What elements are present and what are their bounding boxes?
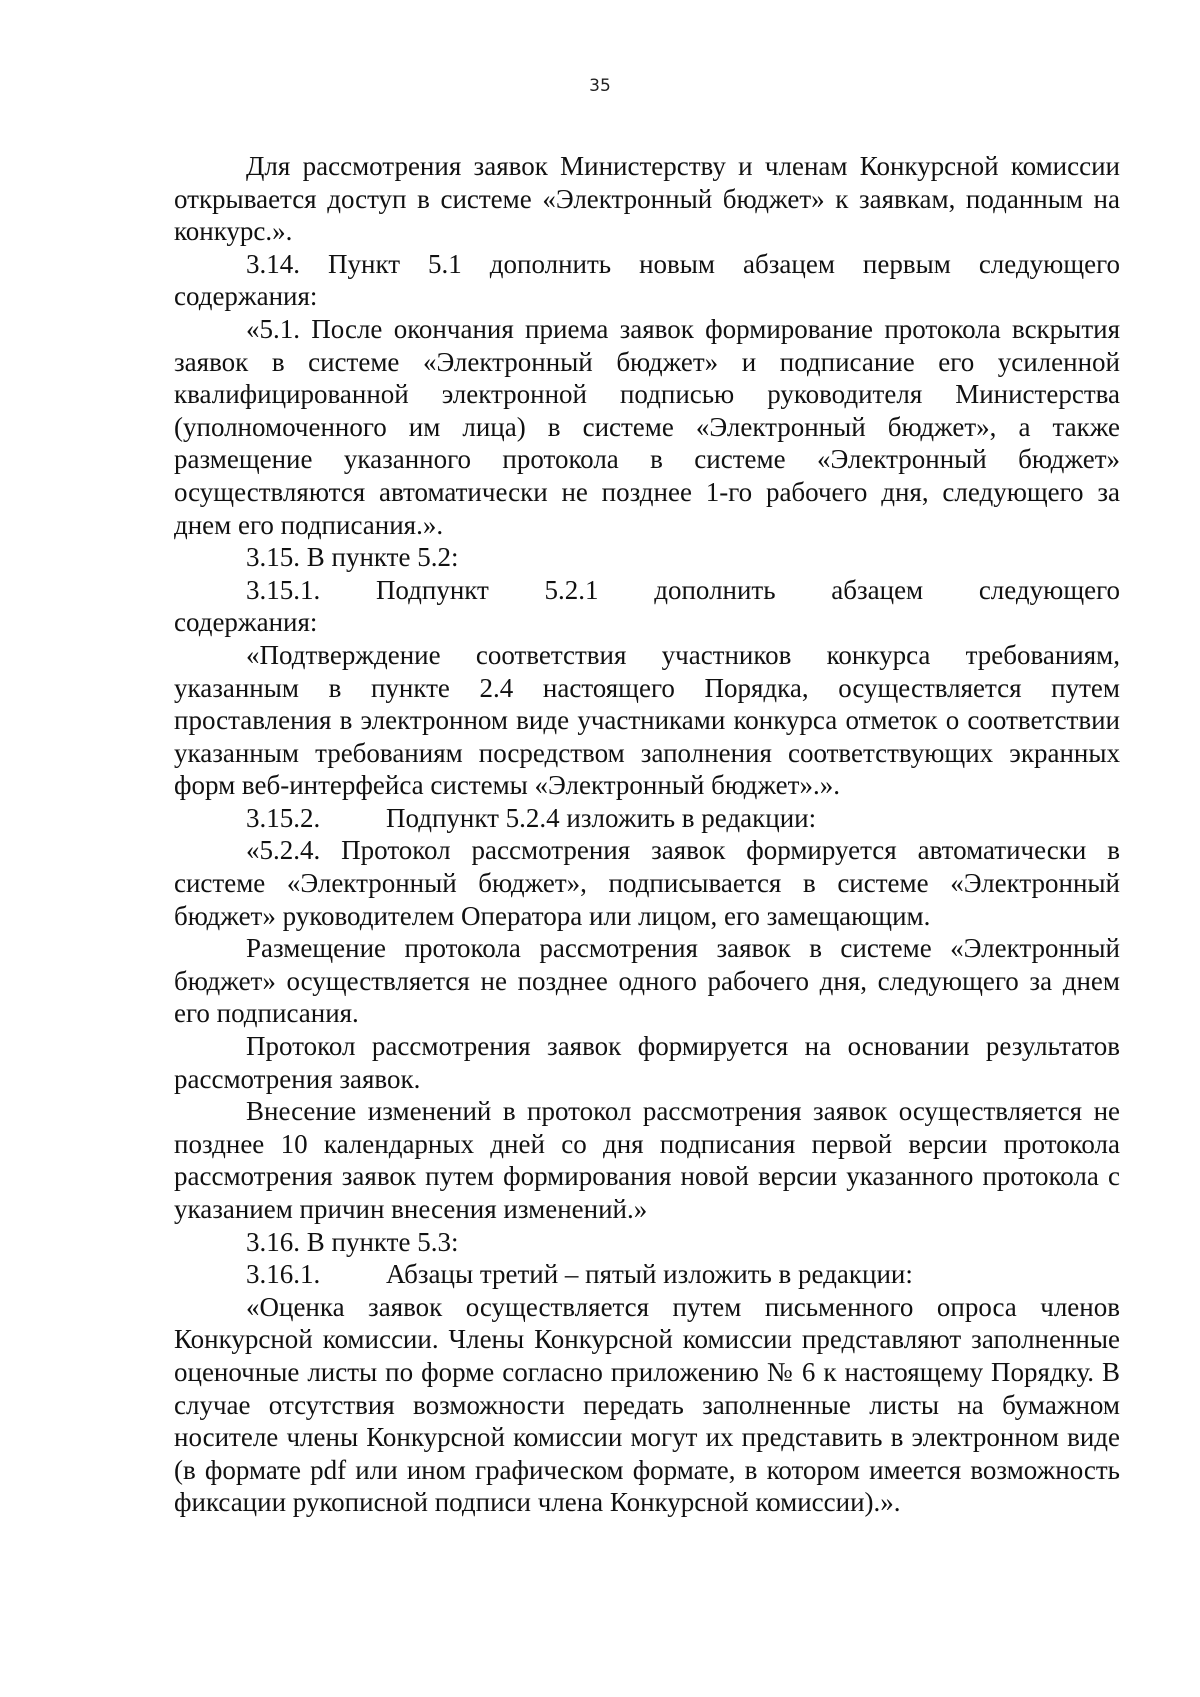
paragraph-continuation: содержания: bbox=[174, 607, 318, 638]
subpoint-heading-row bbox=[174, 1258, 1120, 1291]
paragraph: «Подтверждение соответствия участников конкурса требованиям, указанным в пункте 2.4 настоящего Порядка, осуществляется путем проставления в электронном виде участниками конкурса отметок о соответствии указанным требованиям посредством заполнения соответствующих экранных форм веб-интерфейса системы «Электронный бюджет».». bbox=[174, 639, 1120, 801]
word: дополнить bbox=[654, 574, 776, 605]
paragraph: «Оценка заявок осуществляется путем письменного опроса членов Конкурсной комиссии. Члены Конкурсной комиссии представляют заполненные оценочные листы по форме согласно приложению № 6 к настоящему Порядку. В случае отсутствия возможности передать заполненные листы на бумажном носителе члены Конкурсной комиссии могут их представить в электронном виде (в формате pdf или ином графическом формате, в котором имеется возможность фиксации рукописной подписи члена Конкурсной комиссии).». bbox=[174, 1291, 1120, 1518]
paragraph: Размещение протокола рассмотрения заявок в системе «Электронный бюджет» осуществляется не позднее одного рабочего дня, следующего за днем его подписания. bbox=[174, 933, 1120, 1029]
paragraph: Для рассмотрения заявок Министерству и членам Конкурсной комиссии открывается доступ в системе «Электронный бюджет» к заявкам, поданным на конкурс.». bbox=[174, 151, 1120, 247]
paragraph: 3.16. В пункте 5.3: bbox=[246, 1226, 459, 1257]
paragraph: 3.15. В пункте 5.2: bbox=[246, 542, 459, 573]
word: 5.2.1 bbox=[544, 574, 599, 605]
subpoint-text: Подпункт 5.2.4 изложить в редакции: bbox=[386, 802, 817, 833]
paragraph: «5.1. После окончания приема заявок формирование протокола вскрытия заявок в системе «Электронный бюджет» и подписание его усиленной квалифицированной электронной подписью руководителя Министерства (уполномоченного им лица) в системе «Электронный бюджет», а также размещение указанного протокола в системе «Электронный бюджет» осуществляются автоматически не позднее 1-го рабочего дня, следующего за днем его подписания.». bbox=[174, 313, 1120, 540]
subpoint-text: Абзацы третий – пятый изложить в редакции: bbox=[386, 1259, 913, 1290]
page-number: 35 bbox=[589, 76, 611, 96]
subpoint-number: 3.15.2. bbox=[246, 802, 321, 833]
paragraph: Внесение изменений в протокол рассмотрения заявок осуществляется не позднее 10 календарных дней со дня подписания первой версии протокола рассмотрения заявок путем формирования новой версии указанного протокола с указанием причин внесения изменений.» bbox=[174, 1096, 1120, 1224]
subpoint-heading-row bbox=[174, 802, 1120, 835]
paragraph: «5.2.4. Протокол рассмотрения заявок формируется автоматически в системе «Электронный бюджет», подписывается в системе «Электронный бюджет» руководителем Оператора или лицом, его замещающим. bbox=[174, 835, 1120, 931]
document-body bbox=[174, 150, 1120, 1519]
paragraph: 3.14. Пункт 5.1 дополнить новым абзацем первым следующего содержания: bbox=[174, 248, 1120, 312]
subpoint-heading-row bbox=[174, 574, 1120, 607]
paragraph: Протокол рассмотрения заявок формируется на основании результатов рассмотрения заявок. bbox=[174, 1031, 1120, 1094]
word: абзацем bbox=[831, 574, 924, 605]
subpoint-number: 3.16.1. bbox=[246, 1259, 321, 1290]
word: Подпункт bbox=[375, 574, 489, 605]
word: следующего bbox=[978, 574, 1120, 605]
subpoint-number: 3.15.1. bbox=[246, 574, 321, 605]
